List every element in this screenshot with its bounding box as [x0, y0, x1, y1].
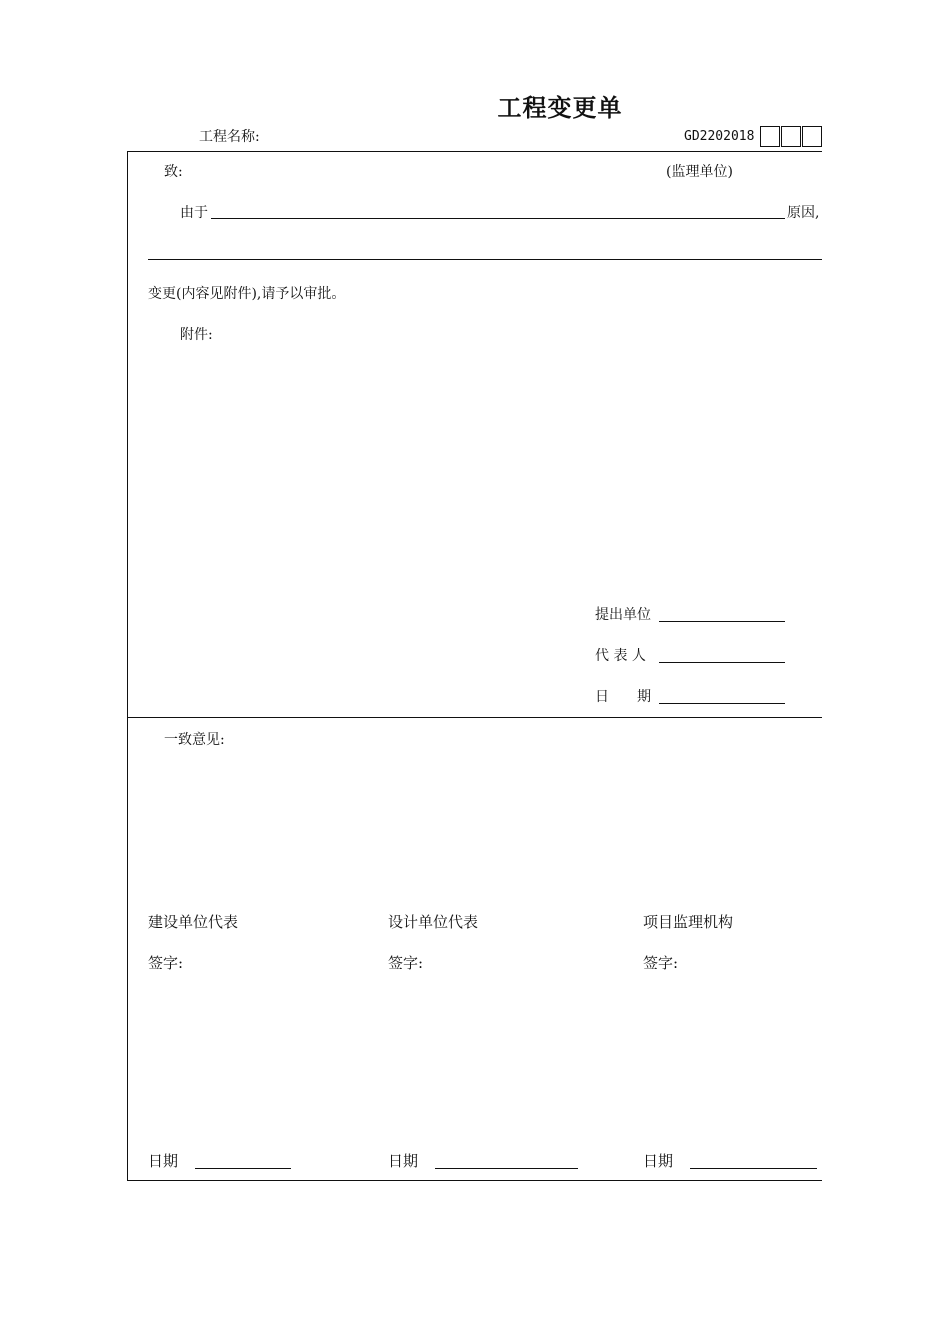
reason-suffix: 原因, [787, 205, 820, 221]
owner-date-field[interactable] [195, 1168, 291, 1169]
representative-field[interactable] [659, 662, 785, 663]
supervisor-unit-label: (监理单位) [666, 164, 733, 180]
consensus-label: 一致意见: [164, 732, 225, 748]
form-code: GD2202018 [684, 129, 755, 144]
form-left-border [127, 151, 128, 1181]
date-label: 日 期 [595, 689, 651, 705]
supervisor-org-title: 项目监理机构 [643, 913, 734, 931]
code-box-1[interactable] [760, 126, 780, 147]
supervisor-date-field[interactable] [690, 1168, 817, 1169]
request-text: 变更(内容见附件),请予以审批。 [148, 286, 346, 302]
attachment-label: 附件: [180, 327, 213, 343]
designer-date-field[interactable] [435, 1168, 578, 1169]
owner-sign-label: 签字: [148, 954, 184, 972]
supervisor-sign-label: 签字: [643, 954, 679, 972]
to-label: 致: [164, 164, 183, 180]
representative-label: 代 表 人 [595, 648, 646, 664]
due-to-label: 由于 [180, 205, 208, 221]
owner-date-label: 日期 [148, 1152, 179, 1170]
proposer-unit-label: 提出单位 [595, 607, 651, 623]
reason-field-line2[interactable] [148, 259, 822, 260]
project-name-label: 工程名称: [199, 129, 260, 145]
code-box-2[interactable] [781, 126, 801, 147]
section-divider [127, 717, 822, 718]
designer-rep-title: 设计单位代表 [388, 913, 479, 931]
form-top-border [127, 151, 822, 152]
supervisor-date-label: 日期 [643, 1152, 674, 1170]
date-field[interactable] [659, 703, 785, 704]
code-box-3[interactable] [802, 126, 822, 147]
proposer-unit-field[interactable] [659, 621, 785, 622]
owner-rep-title: 建设单位代表 [148, 913, 239, 931]
designer-date-label: 日期 [388, 1152, 419, 1170]
form-bottom-border [127, 1180, 822, 1181]
reason-field[interactable] [211, 218, 785, 219]
page-title: 工程变更单 [497, 94, 623, 122]
designer-sign-label: 签字: [388, 954, 424, 972]
